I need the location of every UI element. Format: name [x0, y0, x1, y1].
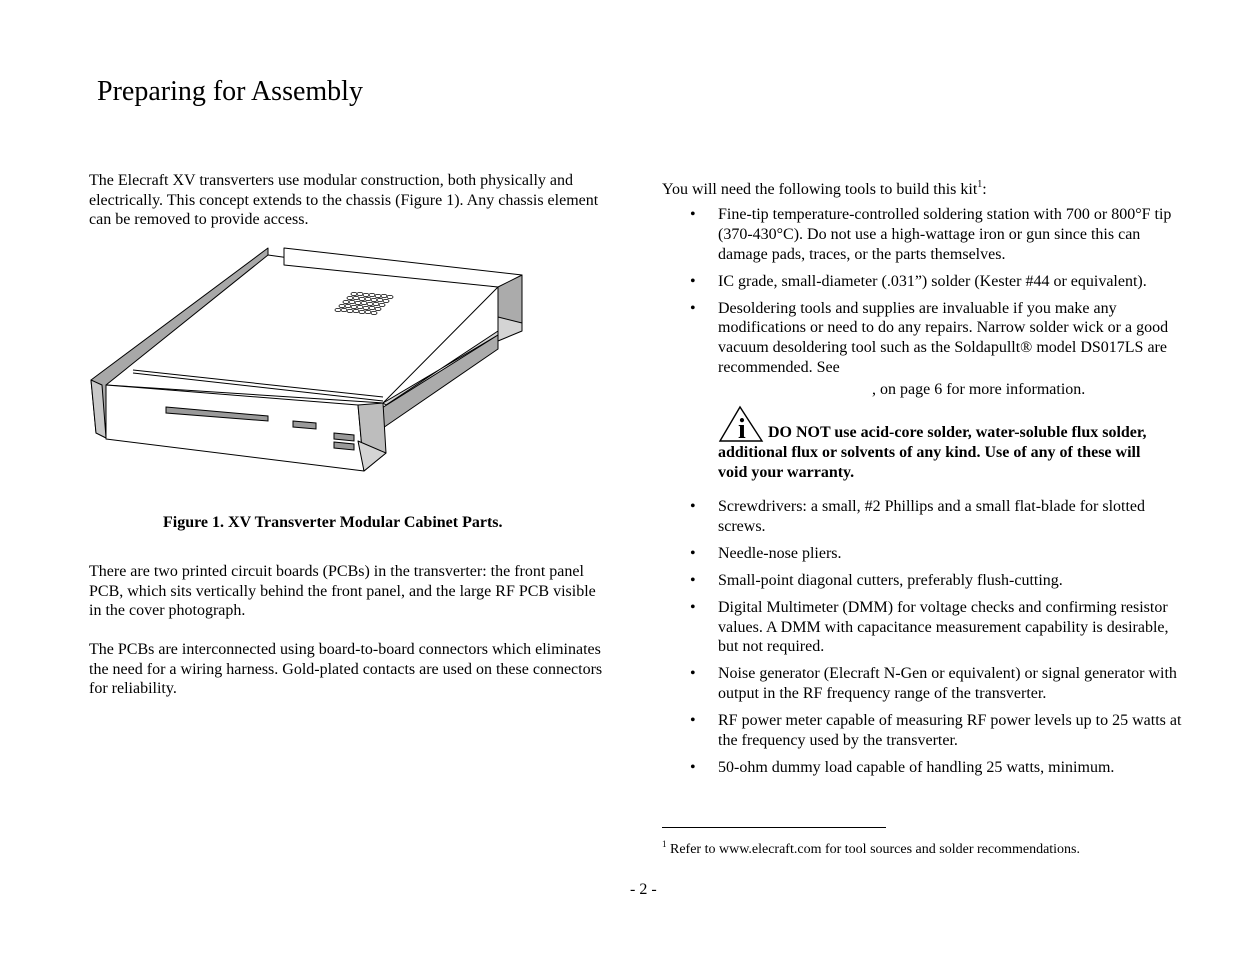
- list-item: • RF power meter capable of measuring RF power levels up to 25 watts at the frequency used by the transverter.: [690, 712, 1182, 749]
- bullet-continuation: , on page 6 for more information.: [872, 381, 1086, 398]
- bullet-icon: •: [690, 299, 696, 317]
- bullet-icon: •: [690, 206, 696, 223]
- list-item: • Screwdrivers: a small, #2 Phillips and a small flat-blade for slotted screws.: [690, 498, 1146, 535]
- page-title: Preparing for Assembly: [97, 76, 363, 107]
- footnote-text: Refer to www.elecraft.com for tool sources and solder recommendations.: [670, 842, 1081, 857]
- tools-intro-text: You will need the following tools to build this kit: [662, 181, 978, 198]
- tools-intro-end: :: [982, 181, 987, 198]
- footnote-marker: 1: [662, 839, 667, 849]
- footnote-rule: [662, 827, 886, 828]
- info-icon: [718, 405, 764, 443]
- tools-intro: [662, 180, 987, 200]
- bullet-icon: •: [690, 712, 696, 730]
- tools-list-b: [690, 497, 1190, 785]
- pcb-paragraph: There are two printed circuit boards (PCBs) in the transverter: the front panel PCB, which sits vertically behind the front panel, and the large RF PCB visible in the cover photograph.: [89, 563, 596, 620]
- list-item: • Desoldering tools and supplies are invaluable if you make any modifications or need to do any repairs. Narrow solder wick or a good vacuum desoldering tool such as the Soldapullt® model DS017LS are recommended. See: [690, 299, 1169, 376]
- tools-list-a: [690, 205, 1190, 385]
- bullet-icon: •: [690, 272, 696, 290]
- list-item: • Needle-nose pliers.: [690, 544, 842, 562]
- figure-caption: Figure 1. XV Transverter Modular Cabinet Parts.: [163, 514, 503, 531]
- page-number: - 2 -: [630, 881, 657, 898]
- list-item: • Fine-tip temperature-controlled soldering station with 700 or 800°F tip (370-430°C). Do not use a high-wattage iron or gun since this can damage pads, traces, or the parts themselves.: [690, 206, 1172, 263]
- cabinet-figure: [88, 245, 528, 477]
- bullet-icon: •: [690, 758, 696, 776]
- list-item: • Digital Multimeter (DMM) for voltage checks and confirming resistor values. A DMM with capacitance measurement capability is desirable, but not required.: [690, 598, 1169, 656]
- list-item: • 50-ohm dummy load capable of handling 25 watts, minimum.: [690, 758, 1115, 776]
- bullet-icon: •: [690, 598, 696, 616]
- connector-paragraph: The PCBs are interconnected using board-to-board connectors which eliminates the need for a wiring harness. Gold-plated contacts are used on these connectors for reliability.: [89, 641, 603, 698]
- bullet-icon: •: [690, 571, 696, 589]
- footnote-ref: 1: [977, 179, 983, 190]
- list-item: • Noise generator (Elecraft N-Gen or equivalent) or signal generator with output in the RF frequency range of the transverter.: [690, 665, 1177, 703]
- warning-text: DO NOT use acid-core solder, water-soluble flux solder, additional flux or solvents of any kind. Use of any of these will void your warranty.: [718, 424, 1147, 481]
- bullet-icon: •: [690, 665, 696, 683]
- list-item: • Small-point diagonal cutters, preferably flush-cutting.: [690, 571, 1063, 589]
- bullet-icon: •: [690, 498, 696, 515]
- bullet-icon: •: [690, 544, 696, 562]
- svg-text:i: i: [738, 414, 746, 443]
- intro-paragraph: The Elecraft XV transverters use modular construction, both physically and electrically. This concept extends to the chassis (Figure 1). Any chassis element can be removed to provide access.: [89, 172, 599, 229]
- warning-block: [718, 405, 1168, 483]
- list-item: • IC grade, small-diameter (.031”) solder (Kester #44 or equivalent).: [690, 272, 1147, 290]
- footnote: [662, 841, 1080, 859]
